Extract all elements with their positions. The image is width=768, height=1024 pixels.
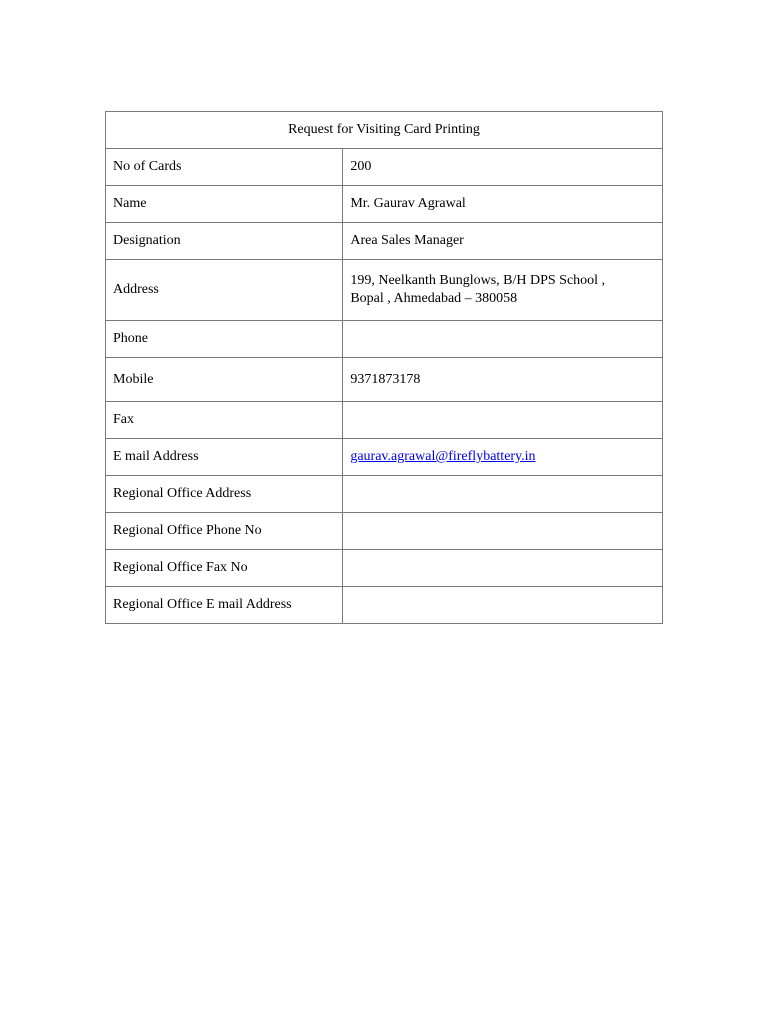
field-value-regional-office-email [343,587,663,624]
field-label-phone: Phone [106,321,343,358]
field-value-address [343,260,663,321]
form-title: Request for Visiting Card Printing [106,112,663,149]
table-row-phone [106,321,663,358]
table-row-no-of-cards [106,149,663,186]
field-value-no-of-cards: 200 [343,149,663,186]
table-row-email [106,439,663,476]
field-label-designation: Designation [106,223,343,260]
field-value-mobile: 9371873178 [343,358,663,402]
table-row-address [106,260,663,321]
field-label-email: E mail Address [106,439,343,476]
table-row-designation [106,223,663,260]
table-title-row [106,112,663,149]
field-value-regional-office-fax [343,550,663,587]
table-row-name [106,186,663,223]
field-label-regional-office-email: Regional Office E mail Address [106,587,343,624]
table-row-fax [106,402,663,439]
field-label-mobile: Mobile [106,358,343,402]
field-value-email [343,439,663,476]
field-label-no-of-cards: No of Cards [106,149,343,186]
field-value-regional-office-address [343,476,663,513]
field-label-regional-office-address: Regional Office Address [106,476,343,513]
table-row-regional-office-email [106,587,663,624]
field-value-regional-office-phone [343,513,663,550]
field-label-regional-office-phone: Regional Office Phone No [106,513,343,550]
table-row-mobile [106,358,663,402]
field-label-regional-office-fax: Regional Office Fax No [106,550,343,587]
field-value-fax [343,402,663,439]
field-value-designation: Area Sales Manager [343,223,663,260]
field-label-fax: Fax [106,402,343,439]
field-value-name: Mr. Gaurav Agrawal [343,186,663,223]
table-row-regional-office-phone [106,513,663,550]
field-label-name: Name [106,186,343,223]
visiting-card-request-table [105,111,663,624]
table-row-regional-office-fax [106,550,663,587]
address-line-1: 199, Neelkanth Bunglows, B/H DPS School , [350,273,606,288]
field-label-address: Address [106,260,343,321]
table-row-regional-office-address [106,476,663,513]
email-link[interactable]: gaurav.agrawal@fireflybattery.in [350,449,536,464]
field-value-phone [343,321,663,358]
address-line-2: Bopal , Ahmedabad – 380058 [350,291,518,306]
